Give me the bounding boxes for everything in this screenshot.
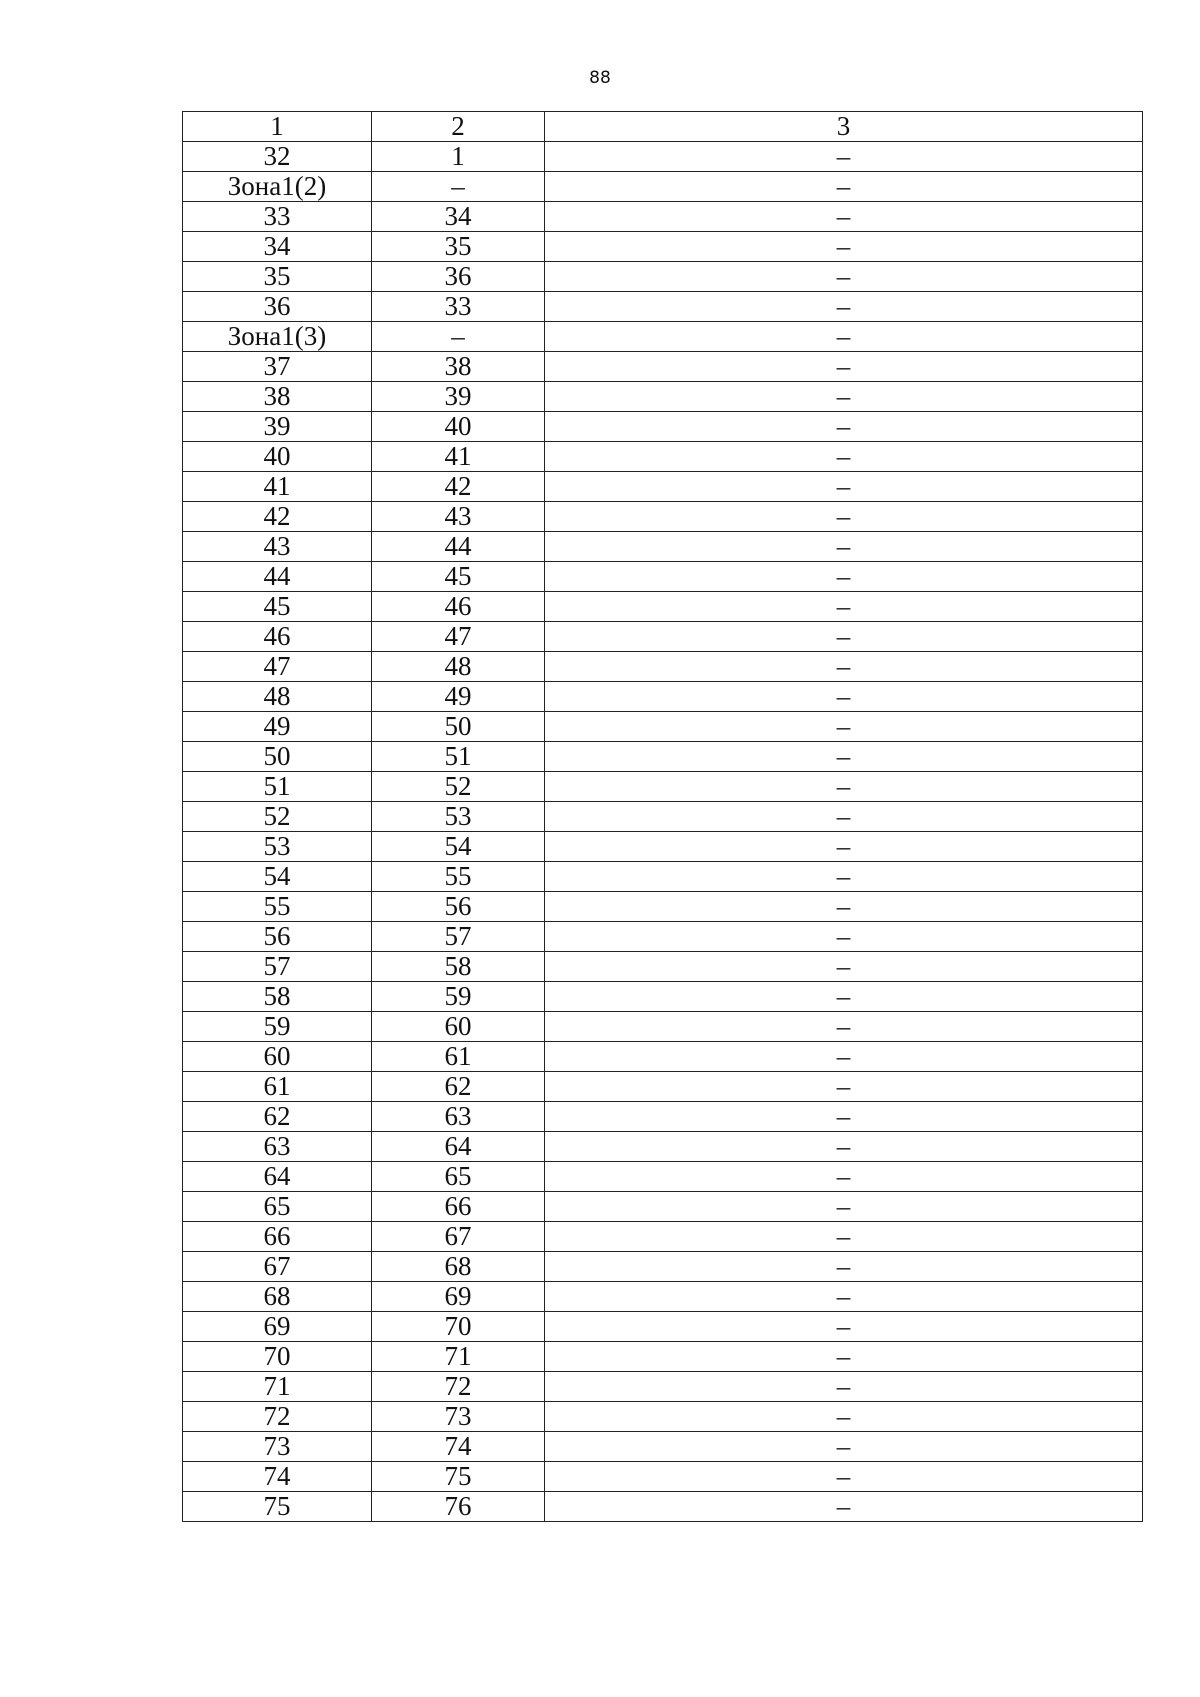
table-cell-col-1: 59 xyxy=(183,1012,372,1042)
table-cell-col-2: 61 xyxy=(372,1042,545,1072)
table-cell-col-1: 52 xyxy=(183,802,372,832)
table-cell-col-1: 43 xyxy=(183,532,372,562)
table-cell-col-1: 53 xyxy=(183,832,372,862)
table-cell-col-1: 75 xyxy=(183,1492,372,1522)
table-row xyxy=(183,622,1143,652)
table-cell-col-3: – xyxy=(545,772,1143,802)
table-row xyxy=(183,532,1143,562)
table-row xyxy=(183,142,1143,172)
table-row xyxy=(183,1222,1143,1252)
table-cell-col-1: 46 xyxy=(183,622,372,652)
header-cell-1: 1 xyxy=(183,112,372,142)
table-cell-col-3: – xyxy=(545,172,1143,202)
table-row xyxy=(183,232,1143,262)
table-cell-col-2: 36 xyxy=(372,262,545,292)
table-cell-col-1: 60 xyxy=(183,1042,372,1072)
table-cell-col-2: 39 xyxy=(372,382,545,412)
table-cell-col-2: 76 xyxy=(372,1492,545,1522)
table-row xyxy=(183,352,1143,382)
table-cell-col-2: 73 xyxy=(372,1402,545,1432)
table-cell-col-3: – xyxy=(545,412,1143,442)
table-cell-col-3: – xyxy=(545,382,1143,412)
table-cell-col-3: – xyxy=(545,712,1143,742)
table-body xyxy=(183,112,1143,1522)
table-cell-col-1: Зона1(3) xyxy=(183,322,372,352)
header-cell-3: 3 xyxy=(545,112,1143,142)
table-row xyxy=(183,202,1143,232)
table-cell-col-3: – xyxy=(545,502,1143,532)
table-row xyxy=(183,952,1143,982)
table-cell-col-2: 70 xyxy=(372,1312,545,1342)
table-cell-col-1: 47 xyxy=(183,652,372,682)
table-row xyxy=(183,1372,1143,1402)
table-cell-col-1: 66 xyxy=(183,1222,372,1252)
table-cell-col-2: 63 xyxy=(372,1102,545,1132)
table-cell-col-3: – xyxy=(545,1402,1143,1432)
table-cell-col-2: 49 xyxy=(372,682,545,712)
table-row xyxy=(183,502,1143,532)
table-cell-col-2: 48 xyxy=(372,652,545,682)
table-cell-col-2: 57 xyxy=(372,922,545,952)
table-row xyxy=(183,892,1143,922)
table-cell-col-3: – xyxy=(545,892,1143,922)
table-row xyxy=(183,1012,1143,1042)
table-cell-col-3: – xyxy=(545,1492,1143,1522)
table-cell-col-1: 72 xyxy=(183,1402,372,1432)
table-cell-col-2: 65 xyxy=(372,1162,545,1192)
table-cell-col-3: – xyxy=(545,682,1143,712)
table-cell-col-2: 43 xyxy=(372,502,545,532)
table-cell-col-2: 59 xyxy=(372,982,545,1012)
table-cell-col-2: 58 xyxy=(372,952,545,982)
table-row xyxy=(183,1192,1143,1222)
table-cell-col-1: 34 xyxy=(183,232,372,262)
table-cell-col-1: 33 xyxy=(183,202,372,232)
table-cell-col-3: – xyxy=(545,1222,1143,1252)
table-row xyxy=(183,292,1143,322)
table-row xyxy=(183,382,1143,412)
table-row xyxy=(183,442,1143,472)
table-cell-col-3: – xyxy=(545,472,1143,502)
table-row xyxy=(183,1042,1143,1072)
table-cell-col-3: – xyxy=(545,232,1143,262)
table-cell-col-1: 55 xyxy=(183,892,372,922)
table-cell-col-2: 34 xyxy=(372,202,545,232)
table-cell-col-2: 50 xyxy=(372,712,545,742)
table-cell-col-2: 42 xyxy=(372,472,545,502)
table-cell-col-1: 73 xyxy=(183,1432,372,1462)
table-cell-col-1: 36 xyxy=(183,292,372,322)
data-table xyxy=(182,111,1143,1522)
table-row xyxy=(183,742,1143,772)
table-cell-col-2: 45 xyxy=(372,562,545,592)
table-cell-col-3: – xyxy=(545,982,1143,1012)
table-row xyxy=(183,1162,1143,1192)
table-cell-col-1: 61 xyxy=(183,1072,372,1102)
table-cell-col-1: 42 xyxy=(183,502,372,532)
table-cell-col-1: 62 xyxy=(183,1102,372,1132)
table-row xyxy=(183,1252,1143,1282)
header-row xyxy=(183,112,1143,142)
table-cell-col-2: 60 xyxy=(372,1012,545,1042)
table-row xyxy=(183,1492,1143,1522)
table-cell-col-2: – xyxy=(372,322,545,352)
table-cell-col-2: – xyxy=(372,172,545,202)
table-row xyxy=(183,322,1143,352)
table-row xyxy=(183,982,1143,1012)
table-row xyxy=(183,1462,1143,1492)
table-row xyxy=(183,1282,1143,1312)
table-cell-col-3: – xyxy=(545,142,1143,172)
table-cell-col-3: – xyxy=(545,862,1143,892)
table-row xyxy=(183,712,1143,742)
table-cell-col-3: – xyxy=(545,742,1143,772)
table-cell-col-2: 69 xyxy=(372,1282,545,1312)
table-cell-col-2: 66 xyxy=(372,1192,545,1222)
table-cell-col-1: 39 xyxy=(183,412,372,442)
table-cell-col-2: 74 xyxy=(372,1432,545,1462)
table-cell-col-3: – xyxy=(545,562,1143,592)
table-cell-col-1: 35 xyxy=(183,262,372,292)
table-cell-col-1: 54 xyxy=(183,862,372,892)
table-cell-col-3: – xyxy=(545,292,1143,322)
table-cell-col-1: 45 xyxy=(183,592,372,622)
table-cell-col-1: 41 xyxy=(183,472,372,502)
table-cell-col-1: 51 xyxy=(183,772,372,802)
table-row xyxy=(183,682,1143,712)
table-cell-col-2: 72 xyxy=(372,1372,545,1402)
table-cell-col-3: – xyxy=(545,352,1143,382)
table-cell-col-2: 46 xyxy=(372,592,545,622)
table-cell-col-1: 37 xyxy=(183,352,372,382)
table-cell-col-3: – xyxy=(545,1372,1143,1402)
table-cell-col-3: – xyxy=(545,1342,1143,1372)
table-row xyxy=(183,862,1143,892)
table-cell-col-1: Зона1(2) xyxy=(183,172,372,202)
table-row xyxy=(183,1342,1143,1372)
table-cell-col-2: 33 xyxy=(372,292,545,322)
table-cell-col-3: – xyxy=(545,1432,1143,1462)
table-cell-col-1: 32 xyxy=(183,142,372,172)
table-row xyxy=(183,1132,1143,1162)
table-cell-col-3: – xyxy=(545,1012,1143,1042)
table-cell-col-2: 52 xyxy=(372,772,545,802)
table-cell-col-2: 62 xyxy=(372,1072,545,1102)
table-row xyxy=(183,592,1143,622)
table-cell-col-2: 44 xyxy=(372,532,545,562)
table-row xyxy=(183,172,1143,202)
table-row xyxy=(183,1312,1143,1342)
table-row xyxy=(183,562,1143,592)
table-cell-col-2: 38 xyxy=(372,352,545,382)
table-cell-col-2: 71 xyxy=(372,1342,545,1372)
table-cell-col-1: 49 xyxy=(183,712,372,742)
table-cell-col-3: – xyxy=(545,1252,1143,1282)
table-cell-col-2: 1 xyxy=(372,142,545,172)
table-cell-col-3: – xyxy=(545,322,1143,352)
table-cell-col-1: 57 xyxy=(183,952,372,982)
table-cell-col-3: – xyxy=(545,1072,1143,1102)
table-cell-col-2: 41 xyxy=(372,442,545,472)
table-row xyxy=(183,1432,1143,1462)
table-cell-col-3: – xyxy=(545,1042,1143,1072)
table-cell-col-1: 67 xyxy=(183,1252,372,1282)
table-row xyxy=(183,652,1143,682)
table-cell-col-2: 55 xyxy=(372,862,545,892)
table-cell-col-2: 75 xyxy=(372,1462,545,1492)
table-cell-col-1: 68 xyxy=(183,1282,372,1312)
table-cell-col-3: – xyxy=(545,1102,1143,1132)
header-cell-2: 2 xyxy=(372,112,545,142)
table-cell-col-1: 56 xyxy=(183,922,372,952)
table-row xyxy=(183,472,1143,502)
table-cell-col-3: – xyxy=(545,922,1143,952)
table-cell-col-2: 56 xyxy=(372,892,545,922)
table-cell-col-1: 65 xyxy=(183,1192,372,1222)
table-cell-col-1: 63 xyxy=(183,1132,372,1162)
table-cell-col-3: – xyxy=(545,442,1143,472)
table-row xyxy=(183,832,1143,862)
table-cell-col-3: – xyxy=(545,1132,1143,1162)
table-row xyxy=(183,412,1143,442)
table-row xyxy=(183,772,1143,802)
table-row xyxy=(183,1072,1143,1102)
table-cell-col-2: 40 xyxy=(372,412,545,442)
table-cell-col-3: – xyxy=(545,262,1143,292)
table-cell-col-2: 51 xyxy=(372,742,545,772)
table-cell-col-1: 50 xyxy=(183,742,372,772)
table-cell-col-1: 40 xyxy=(183,442,372,472)
table-cell-col-3: – xyxy=(545,592,1143,622)
table-cell-col-3: – xyxy=(545,1162,1143,1192)
table-cell-col-1: 38 xyxy=(183,382,372,412)
table-cell-col-3: – xyxy=(545,622,1143,652)
table-cell-col-3: – xyxy=(545,1282,1143,1312)
table-cell-col-2: 64 xyxy=(372,1132,545,1162)
table-cell-col-1: 64 xyxy=(183,1162,372,1192)
table-cell-col-3: – xyxy=(545,1312,1143,1342)
table-cell-col-3: – xyxy=(545,832,1143,862)
table-cell-col-1: 58 xyxy=(183,982,372,1012)
table-cell-col-1: 69 xyxy=(183,1312,372,1342)
table-cell-col-2: 53 xyxy=(372,802,545,832)
table-row xyxy=(183,802,1143,832)
table-cell-col-2: 47 xyxy=(372,622,545,652)
table-cell-col-2: 67 xyxy=(372,1222,545,1252)
table-cell-col-2: 68 xyxy=(372,1252,545,1282)
page-number: 88 xyxy=(589,68,611,88)
table-cell-col-1: 44 xyxy=(183,562,372,592)
table-cell-col-3: – xyxy=(545,952,1143,982)
table-cell-col-1: 74 xyxy=(183,1462,372,1492)
table-cell-col-2: 35 xyxy=(372,232,545,262)
table-row xyxy=(183,262,1143,292)
table-cell-col-3: – xyxy=(545,202,1143,232)
table-row xyxy=(183,1402,1143,1432)
table-cell-col-1: 70 xyxy=(183,1342,372,1372)
table-cell-col-3: – xyxy=(545,652,1143,682)
table-row xyxy=(183,922,1143,952)
table-cell-col-1: 48 xyxy=(183,682,372,712)
table-cell-col-3: – xyxy=(545,1462,1143,1492)
table-cell-col-2: 54 xyxy=(372,832,545,862)
table-cell-col-3: – xyxy=(545,802,1143,832)
table-row xyxy=(183,1102,1143,1132)
table-cell-col-3: – xyxy=(545,532,1143,562)
table-cell-col-1: 71 xyxy=(183,1372,372,1402)
table-cell-col-3: – xyxy=(545,1192,1143,1222)
